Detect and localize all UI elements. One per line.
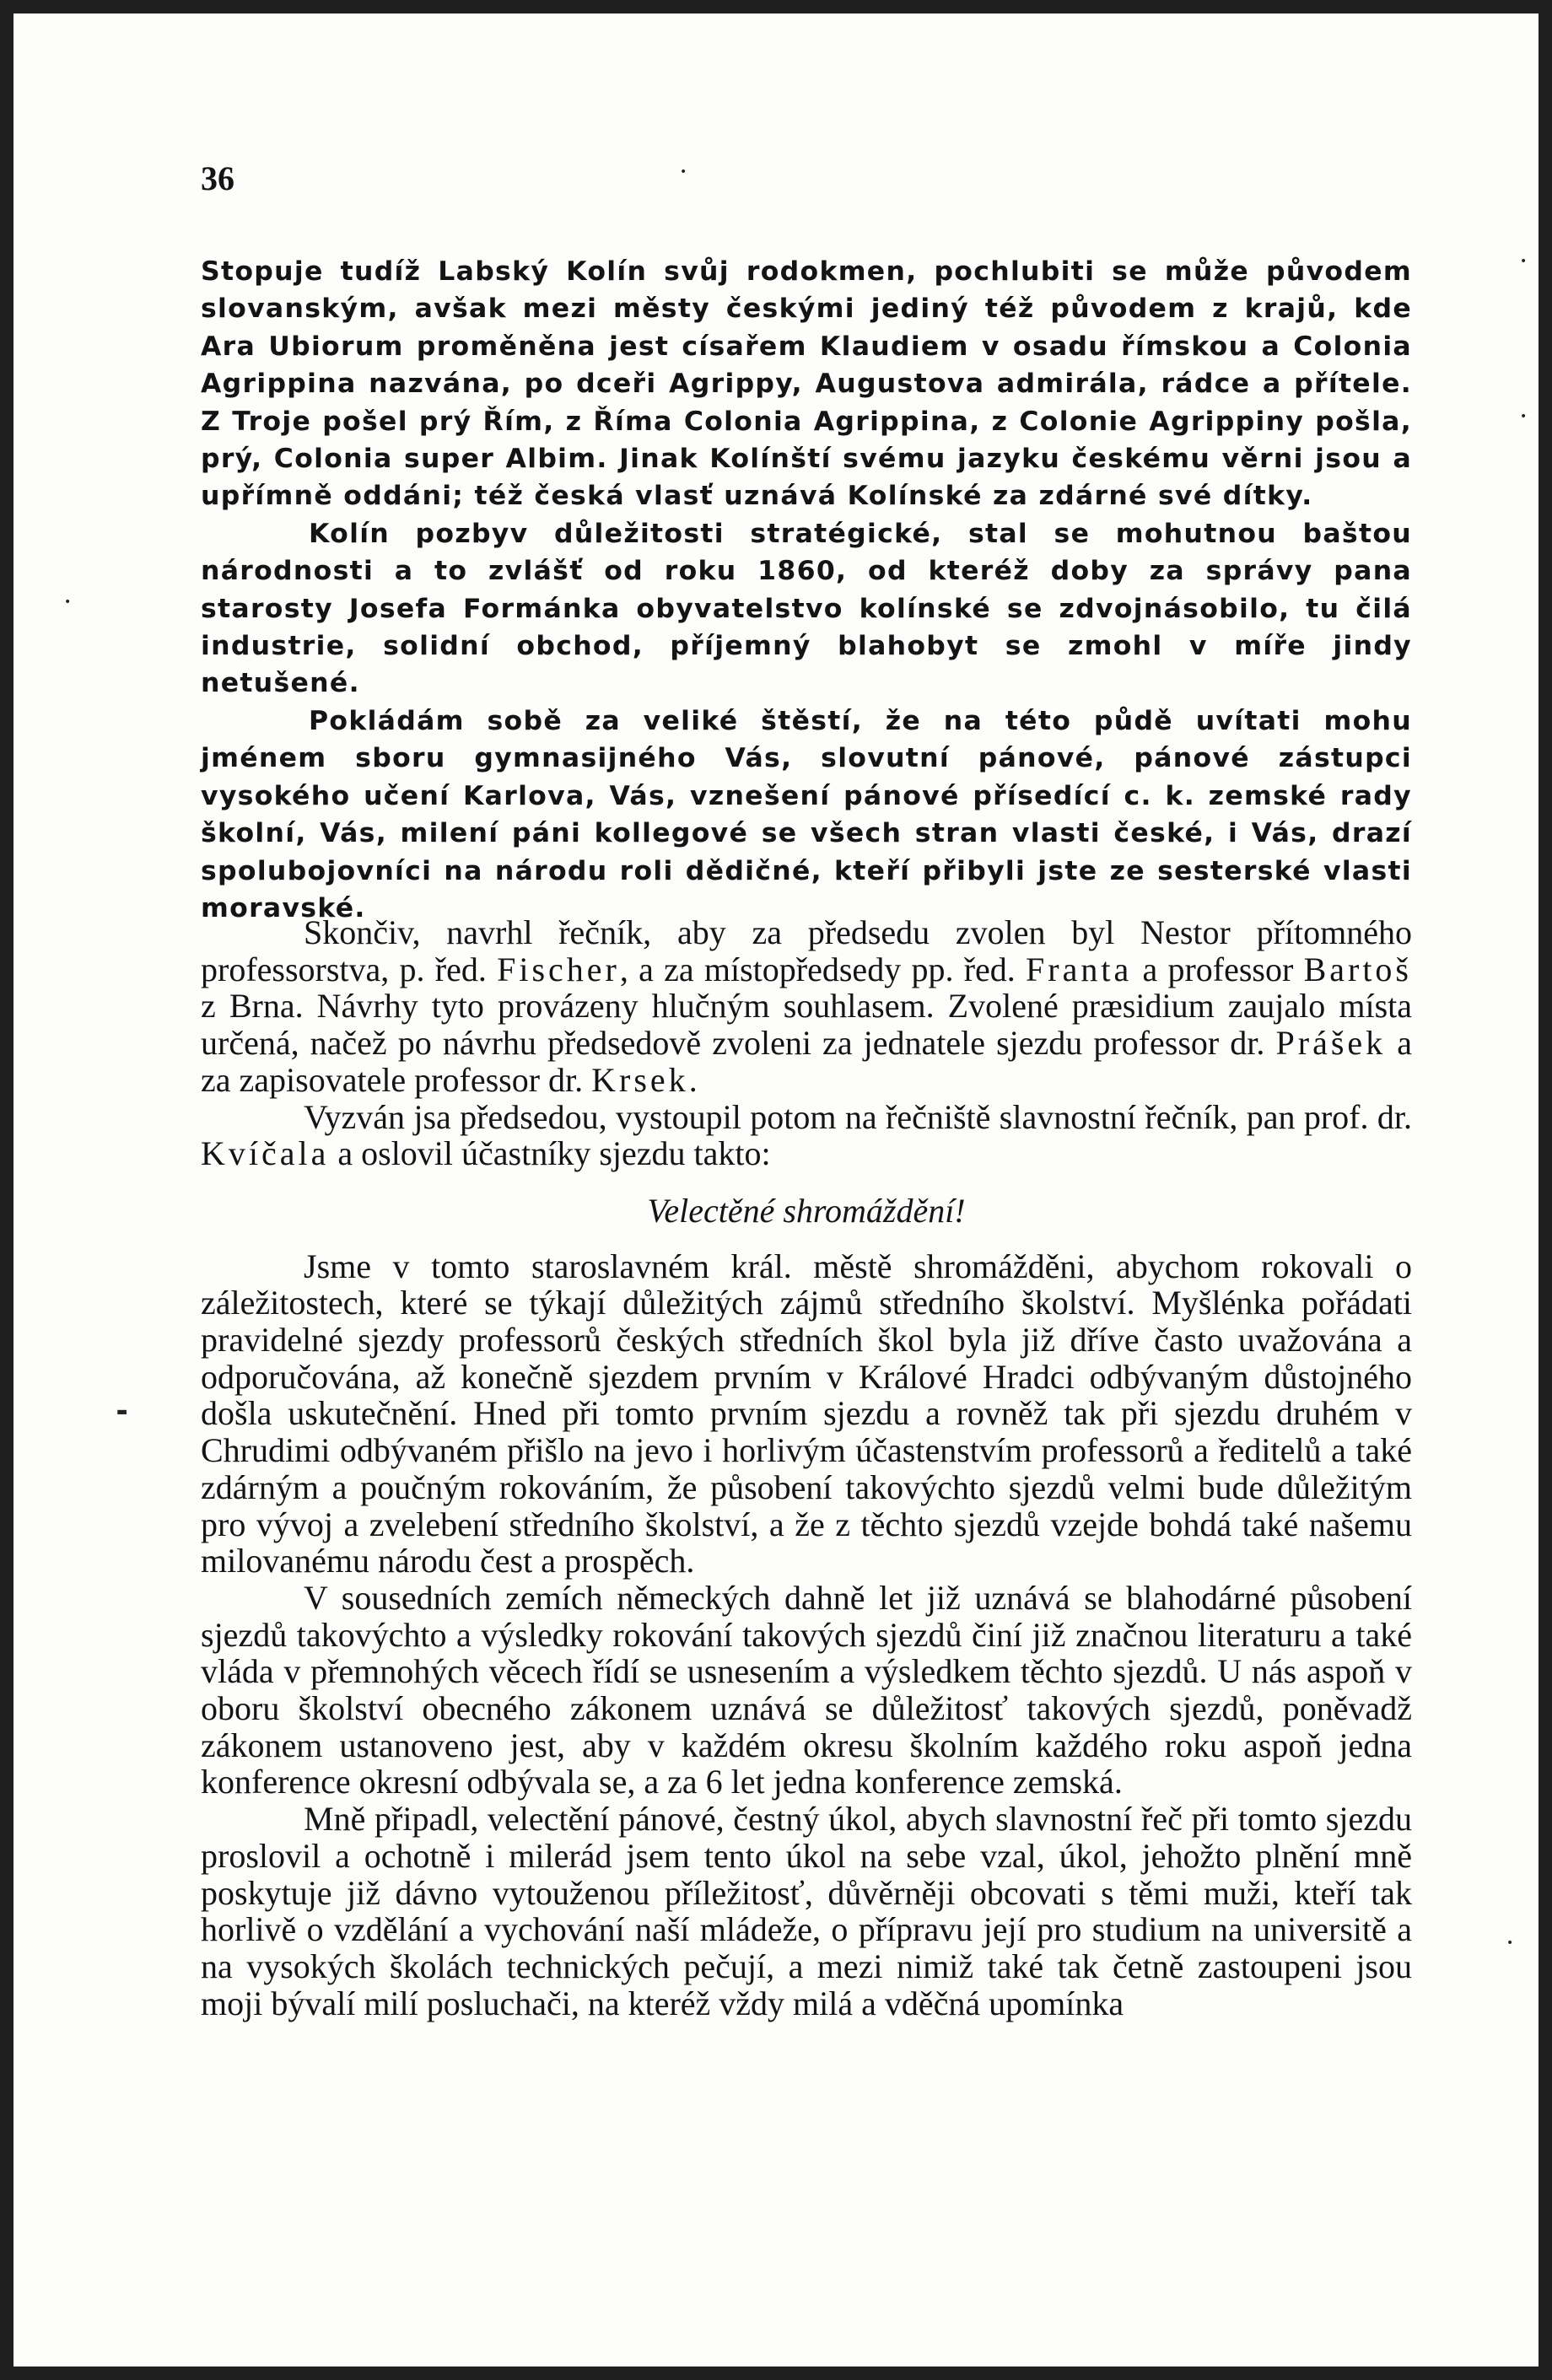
paragraph-speech-2: V sousedních zemích německých dahně let již uznává se blahodárné působení sjezdů takovýchto a výsledky rokování takových sjezdů činí již značnou literaturu a také vláda v přemnohých věcech řídí se usnesením a výsledkem těchto sjezdů. U nás aspoň v oboru školství obecného zákonem uznává se důležitosť takových sjezdů, poněvadž zákonem ustanoveno jest, aby v každém okresu školním každého roku aspoň jedna konference okresní odbývala se, a za 6 let jedna konference zemská. xyxy=(201,1578,1412,1801)
name-fischer: Fischer xyxy=(497,950,620,988)
paragraph-kolin-nationality: Kolín pozbyv důležitosti stratégické, stal se mohutnou baštou národnosti a to zvlášť od roku 1860, od kteréž doby za správy pana starosty Josefa Formánka obyvatelstvo kolínské se zdvojnásobilo, tu čilá industrie, solidní obchod, příjemný blahobyt se zmohl v míře jindy netušené. xyxy=(201,518,1412,699)
speech-salutation: Velectěné shromáždění! xyxy=(647,1191,966,1230)
page-number: 36 xyxy=(201,159,234,197)
paragraph-kolin-origin: Stopuje tudíž Labský Kolín svůj rodokmen, pochlubiti se může původem slovanským, avšak mezi městy českými jediný též původem z krajů, kde Ara Ubiorum proměněna jest císařem Klaudiem v osadu římskou a Colonia Agrippina nazvána, po dceři Agrippy, Augustova admirála, rádce a přítele. Z Troje pošel prý Řím, z Říma Colonia Agrippina, z Colonie Agrippiny pošla, prý, Colonia super Albim. Jinak Kolínští svému jazyku českému věrni jsou a upřímně oddáni; též česká vlasť uznává Kolínské za zdárné své dítky. xyxy=(201,256,1412,512)
paragraph-welcome: Pokládám sobě za veliké štěstí, že na této půdě uvítati mohu jménem sboru gymnasijného Vás, slovutní pánové, pánové zástupci vysokého učení Karlova, Vás, vznešení pánové přísedící c. k. zemské rady školní, Vás, milení páni kollegové se všech stran vlasti české, i Vás, drazí spolubojovníci na národu roli dědičné, kteří přibyli jste ze sesterské vlasti moravské. xyxy=(201,705,1412,923)
ink-speck: • xyxy=(1520,255,1528,268)
ink-speck: • xyxy=(1520,410,1528,423)
ink-speck: ▬ xyxy=(116,1405,128,1419)
paragraph-election: Skončiv, navrhl řečník, aby za předsedu zvolen byl Nestor přítomného professorstva, p. řed. Fischer, a za místopředsedy pp. řed. Franta a professor Bartoš z Brna. Návrhy tyto provázeny hlučným souhlasem. Zvolené præsidium zaujalo místa určená, načež po návrhu předsedově zvoleni za jednatele sjezdu professor dr. Prášek a za zapisovatele professor dr. Krsek. xyxy=(201,913,1412,1099)
ink-speck: • xyxy=(680,165,687,179)
paragraph-speech-1: Jsme v tomto staroslavném král. městě shromážděni, abychom rokovali o záležitostech, které se týkají důležitých zájmů středního školství. Myšlénka pořádati pravidelné sjezdy professorů českých středních škol byla již dříve často uvažována a odporučována, až konečně sjezdem prvním v Králové Hradci odbývaným důstojného došla uskutečnění. Hned při tomto prvním sjezdu a rovněž tak při sjezdu druhém v Chrudimi odbývaném přišlo na jevo i horlivým účastenstvím professorů a ředitelů a také zdárným a poučným rokováním, že působení takovýchto sjezdů velmi bude důležitým pro vývoj a zvelebení středního školství, a že z těchto sjezdů vzejde bohdá také našemu milovanému národu čest a prospěch. xyxy=(201,1247,1412,1580)
intro-text-block xyxy=(201,253,1412,927)
paragraph-speaker-intro: Vyzván jsa předsedou, vystoupil potom na řečniště slavnostní řečník, pan prof. dr. Kvíčala a oslovil účastníky sjezdu takto: xyxy=(201,1097,1412,1173)
ink-speck: • xyxy=(64,595,72,609)
ink-speck: • xyxy=(1506,1936,1514,1950)
name-kvicala: Kvíčala xyxy=(201,1134,330,1173)
paragraph-speech-3: Mně připadl, velectění pánové, čestný úkol, abych slavnostní řeč při tomto sjezdu proslovil a ochotně i milerád jsem tento úkol na sebe vzal, úkol, jehožto plnění mně poskytuje již dávno vytouženou příležitosť, důvěrněji obcovati s těmi muži, kteří tak horlivě o vzdělání a vychování naší mládeže, o přípravu její pro studium na universitě a na vysokých školách technických pečují, a mezi nimiž také tak četně zastoupeni jsou moji bývalí milí posluchači, na kteréž vždy milá a vděčná upomínka xyxy=(201,1800,1412,2022)
main-text-block xyxy=(201,914,1412,2022)
name-franta: Franta xyxy=(1026,950,1133,988)
name-prasek: Prášek xyxy=(1275,1024,1387,1063)
scanned-page xyxy=(13,13,1539,2367)
name-bartos: Bartoš xyxy=(1303,950,1412,988)
name-krsek: Krsek xyxy=(591,1060,689,1099)
